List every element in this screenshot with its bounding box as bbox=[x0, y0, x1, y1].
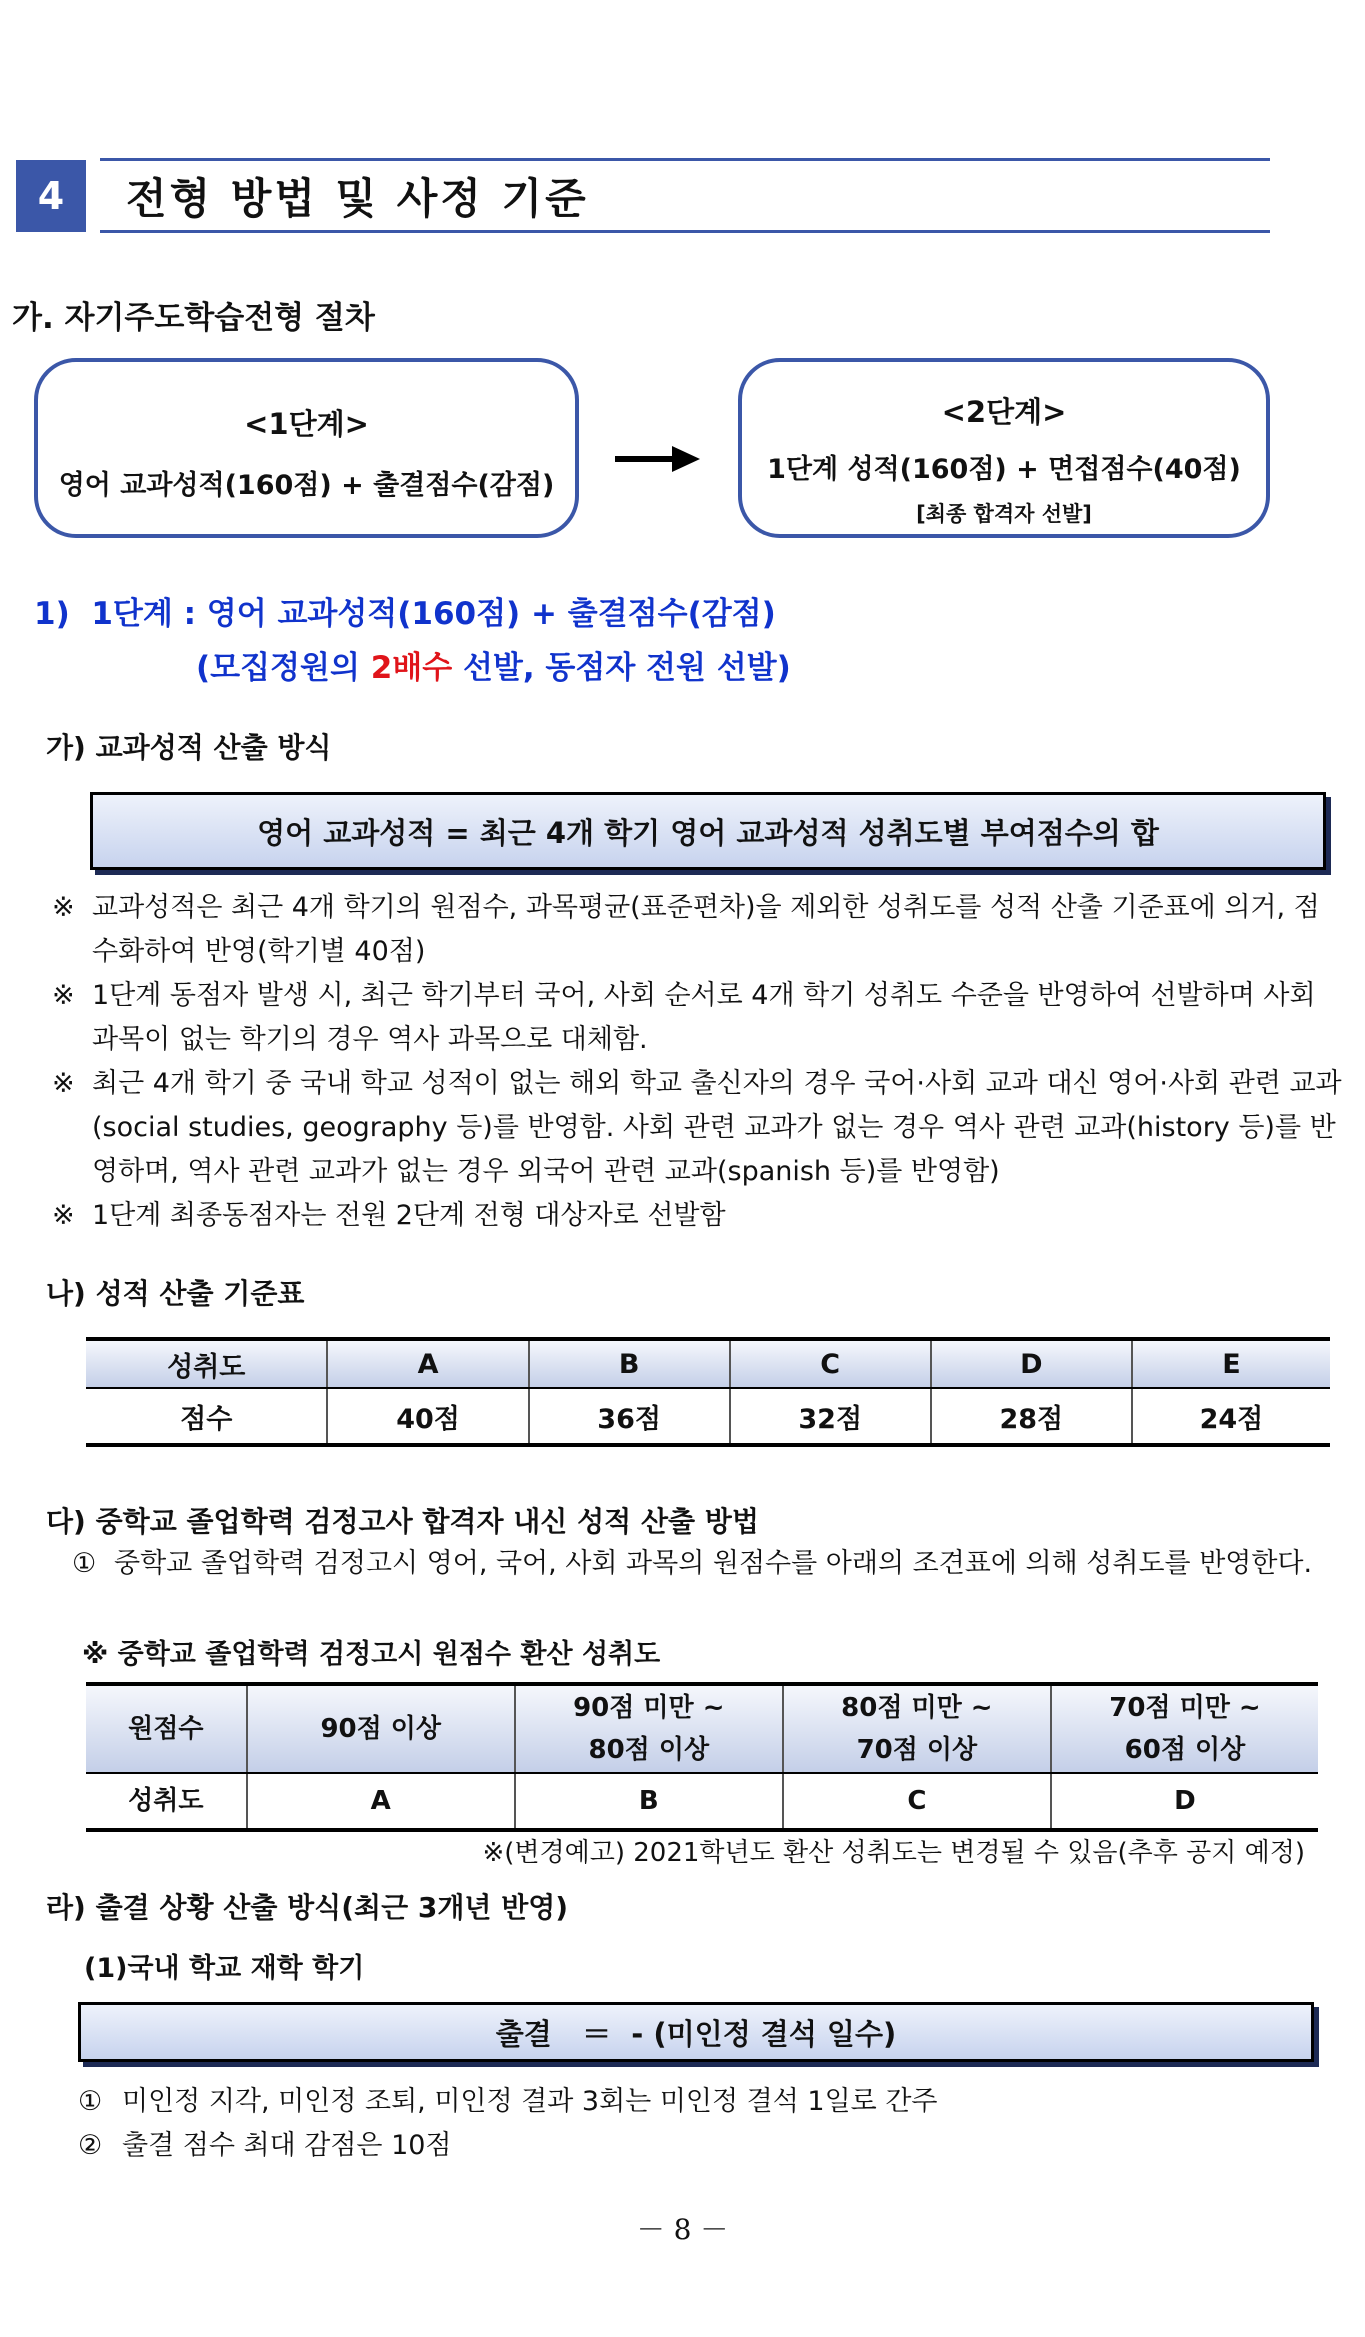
attendance-formula-box: 출결 ＝ - (미인정 결석 일수) bbox=[78, 2002, 1314, 2062]
item-text: 출결 점수 최대 감점은 10점 bbox=[122, 2130, 452, 2161]
note-item bbox=[52, 886, 1342, 974]
table-cell: A bbox=[247, 1773, 515, 1830]
table-cell: 24점 bbox=[1132, 1388, 1330, 1445]
item-mark: ① bbox=[78, 2086, 103, 2117]
table-cell: C bbox=[783, 1773, 1051, 1830]
table-row bbox=[86, 1773, 1318, 1830]
table-cell bbox=[783, 1684, 1051, 1773]
list-item bbox=[78, 2080, 1328, 2124]
step1-subheading bbox=[196, 642, 791, 687]
cell-line: 80점 이상 bbox=[588, 1735, 710, 1765]
cell-line: 70점 미만 ~ bbox=[1109, 1693, 1261, 1723]
table-cell bbox=[515, 1684, 783, 1773]
flow-arrow-line bbox=[615, 456, 675, 462]
section-number-badge: 4 bbox=[16, 160, 86, 232]
stage2-description: 1단계 성적(160점) + 면접점수(40점) bbox=[767, 454, 1241, 485]
note-text: 1단계 동점자 발생 시, 최근 학기부터 국어, 사회 순서로 4개 학기 성취도 수준을 반영하여 선발하며 사회 과목이 없는 학기의 경우 역사 과목으로 대체함. bbox=[92, 980, 1316, 1055]
note-text: 최근 4개 학기 중 국내 학교 성적이 없는 해외 학교 출신자의 경우 국어·사회 교과 대신 영어·사회 관련 교과(social studies, geography 등)를 반영함. 사회 관련 교과가 없는 경우 역사 관련 교과(history 등)를 반영하며, 역사 관련 교과가 없는 경우 외국어 관련 교과(spanish 등)를 반영함) bbox=[92, 1068, 1342, 1187]
table-cell: B bbox=[515, 1773, 783, 1830]
note-mark: ※ bbox=[52, 1200, 75, 1231]
note-mark: ※ bbox=[52, 892, 75, 923]
table-cell: 점수 bbox=[86, 1388, 327, 1445]
note-mark: ※ bbox=[52, 1068, 75, 1099]
table-cell bbox=[1051, 1684, 1318, 1773]
table-cell: C bbox=[730, 1339, 931, 1388]
table-cell: 성취도 bbox=[86, 1339, 327, 1388]
note-mark: ※ bbox=[52, 980, 75, 1011]
table-header-row bbox=[86, 1684, 1318, 1773]
stage1-box bbox=[34, 358, 579, 538]
note-item bbox=[52, 974, 1342, 1062]
attendance-subtitle: (1)국내 학교 재학 학기 bbox=[84, 1953, 365, 1984]
note-item bbox=[52, 1194, 1342, 1238]
note-text: 교과성적은 최근 4개 학기의 원점수, 과목평균(표준편차)을 제외한 성취도를 성적 산출 기준표에 의거, 점수화하여 반영(학기별 40점) bbox=[92, 892, 1320, 967]
note-item bbox=[52, 1062, 1342, 1194]
page-number: － 8 － bbox=[636, 2213, 729, 2246]
da-item-text: 중학교 졸업학력 검정고시 영어, 국어, 사회 과목의 원점수를 아래의 조견표에 의해 성취도를 반영한다. bbox=[114, 1548, 1313, 1579]
item-text: 미인정 지각, 미인정 조퇴, 미인정 결과 3회는 미인정 결석 1일로 간주 bbox=[122, 2086, 938, 2117]
grade-formula-box: 영어 교과성적 = 최근 4개 학기 영어 교과성적 성취도별 부여점수의 합 bbox=[90, 792, 1326, 870]
table-cell: 28점 bbox=[931, 1388, 1132, 1445]
step1-heading: 1) 1단계 : 영어 교과성적(160점) + 출결점수(감점) bbox=[34, 596, 776, 632]
stage2-box bbox=[738, 358, 1270, 538]
step1-sub-highlight: 2배수 bbox=[370, 650, 453, 686]
table-cell: A bbox=[327, 1339, 528, 1388]
section-header-bottom-rule bbox=[100, 230, 1270, 233]
section-header-top-rule bbox=[100, 158, 1270, 161]
step1-sub-pre: (모집정원의 bbox=[196, 650, 371, 686]
conversion-table bbox=[86, 1682, 1318, 1832]
item-mark: ② bbox=[78, 2130, 103, 2161]
right-arrow-icon bbox=[672, 446, 700, 472]
subsection-title-ga: 가. 자기주도학습전형 절차 bbox=[12, 300, 375, 336]
subsection-title-ra: 라) 출결 상황 산출 방식(최근 3개년 반영) bbox=[46, 1891, 569, 1924]
section-title: 전형 방법 및 사정 기준 bbox=[126, 174, 589, 223]
cell-line: 60점 이상 bbox=[1124, 1735, 1246, 1765]
note-text: 1단계 최종동점자는 전원 2단계 전형 대상자로 선발함 bbox=[92, 1200, 726, 1231]
table-cell: E bbox=[1132, 1339, 1330, 1388]
table-cell: 성취도 bbox=[86, 1773, 247, 1830]
table-cell: 32점 bbox=[730, 1388, 931, 1445]
subsection-title-da: 다) 중학교 졸업학력 검정고사 합격자 내신 성적 산출 방법 bbox=[46, 1505, 759, 1538]
table-cell: D bbox=[1051, 1773, 1318, 1830]
da-item bbox=[72, 1542, 1342, 1586]
cell-line: 90점 미만 ~ bbox=[573, 1693, 725, 1723]
table-cell: 원점수 bbox=[86, 1684, 247, 1773]
list-item bbox=[78, 2124, 1328, 2168]
conversion-footnote: ※(변경예고) 2021학년도 환산 성취도는 변경될 수 있음(추후 공지 예정) bbox=[482, 1838, 1305, 1868]
cell-line: 80점 미만 ~ bbox=[841, 1693, 993, 1723]
table-cell: 40점 bbox=[327, 1388, 528, 1445]
subsection-title-na: 나) 성적 산출 기준표 bbox=[46, 1277, 305, 1310]
stage2-title: <2단계> bbox=[941, 395, 1067, 429]
stage1-title: <1단계> bbox=[244, 407, 369, 441]
da-item-mark: ① bbox=[72, 1548, 97, 1579]
step1-sub-post: 선발, 동점자 전원 선발) bbox=[452, 650, 791, 686]
conversion-table-title: ※ 중학교 졸업학력 검정고시 원점수 환산 성취도 bbox=[82, 1639, 661, 1670]
table-cell: B bbox=[529, 1339, 730, 1388]
table-row bbox=[86, 1388, 1330, 1445]
stage1-description: 영어 교과성적(160점) + 출결점수(감점) bbox=[58, 470, 555, 501]
table-cell: 36점 bbox=[529, 1388, 730, 1445]
grade-notes bbox=[52, 886, 1342, 1238]
table-cell: 90점 이상 bbox=[247, 1684, 515, 1773]
table-header-row bbox=[86, 1339, 1330, 1388]
cell-line: 70점 이상 bbox=[856, 1735, 978, 1765]
table-cell: D bbox=[931, 1339, 1132, 1388]
stage2-note: [최종 합격자 선발] bbox=[916, 502, 1092, 526]
attendance-items bbox=[78, 2080, 1328, 2168]
grade-criteria-table bbox=[86, 1337, 1330, 1447]
subsection-title-gaa: 가) 교과성적 산출 방식 bbox=[46, 731, 332, 764]
